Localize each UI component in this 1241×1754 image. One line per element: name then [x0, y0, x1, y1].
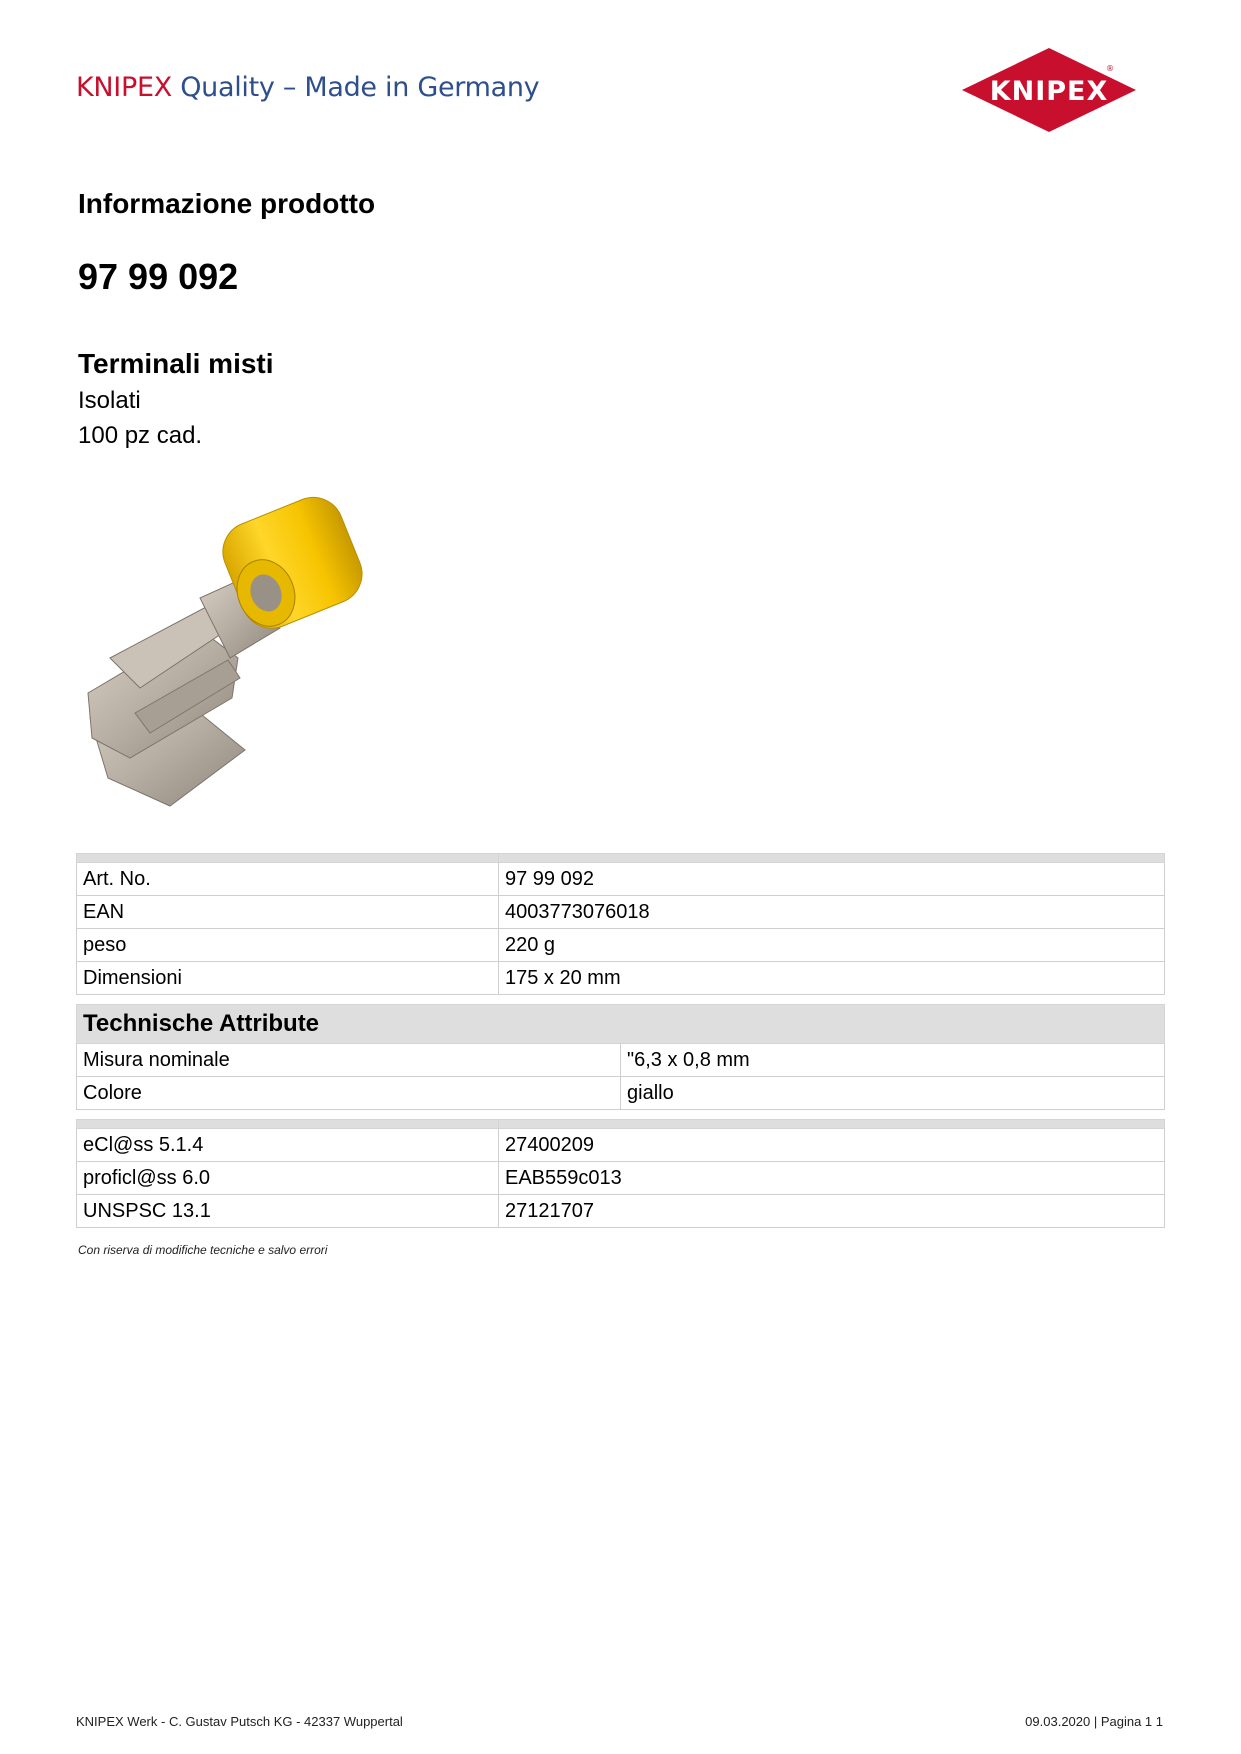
tagline-brand: KNIPEX — [76, 72, 172, 103]
row-key: Art. No. — [77, 863, 499, 896]
row-key: UNSPSC 13.1 — [77, 1195, 499, 1228]
row-value: 220 g — [499, 929, 1165, 962]
row-value: giallo — [621, 1077, 1165, 1110]
knipex-logo — [960, 46, 1138, 134]
row-value: "6,3 x 0,8 mm — [621, 1044, 1165, 1077]
table-row — [77, 1195, 1165, 1228]
table-row — [77, 962, 1165, 995]
row-key: Misura nominale — [77, 1044, 621, 1077]
row-key: Colore — [77, 1077, 621, 1110]
product-quantity: 100 pz cad. — [78, 422, 203, 449]
logo-text: KNIPEX — [989, 76, 1109, 107]
footer-company: KNIPEX Werk - C. Gustav Putsch KG - 42337 Wuppertal — [76, 1714, 403, 1729]
product-name: Terminali misti — [78, 348, 274, 379]
row-value: 27400209 — [499, 1129, 1165, 1162]
table-row — [77, 1044, 1165, 1077]
header-tagline — [76, 72, 539, 103]
logo-registered-mark: ® — [1106, 64, 1114, 73]
terminal-image-icon — [80, 488, 435, 808]
row-value: 97 99 092 — [499, 863, 1165, 896]
product-subtitle: Isolati — [78, 387, 141, 414]
table-row — [77, 929, 1165, 962]
product-code: 97 99 092 — [78, 256, 239, 297]
technical-attributes-title: Technische Attribute — [77, 1005, 1165, 1044]
footer-date-page: 09.03.2020 | Pagina 1 1 — [1025, 1714, 1163, 1729]
table-row — [77, 896, 1165, 929]
row-value: 175 x 20 mm — [499, 962, 1165, 995]
table-row — [77, 1077, 1165, 1110]
row-value: 27121707 — [499, 1195, 1165, 1228]
table-row — [77, 1162, 1165, 1195]
row-key: eCl@ss 5.1.4 — [77, 1129, 499, 1162]
section-title: Informazione prodotto — [78, 188, 376, 219]
technical-attributes-table — [76, 1004, 1165, 1110]
row-key: peso — [77, 929, 499, 962]
row-key: Dimensioni — [77, 962, 499, 995]
row-key: EAN — [77, 896, 499, 929]
row-key: proficl@ss 6.0 — [77, 1162, 499, 1195]
tagline-text: Quality – Made in Germany — [180, 72, 540, 103]
table-row — [77, 863, 1165, 896]
row-value: 4003773076018 — [499, 896, 1165, 929]
table-row — [77, 1129, 1165, 1162]
general-info-table — [76, 853, 1165, 995]
classification-table — [76, 1119, 1165, 1228]
row-value: EAB559c013 — [499, 1162, 1165, 1195]
disclaimer-note: Con riserva di modifiche tecniche e salvo errori — [78, 1243, 328, 1257]
